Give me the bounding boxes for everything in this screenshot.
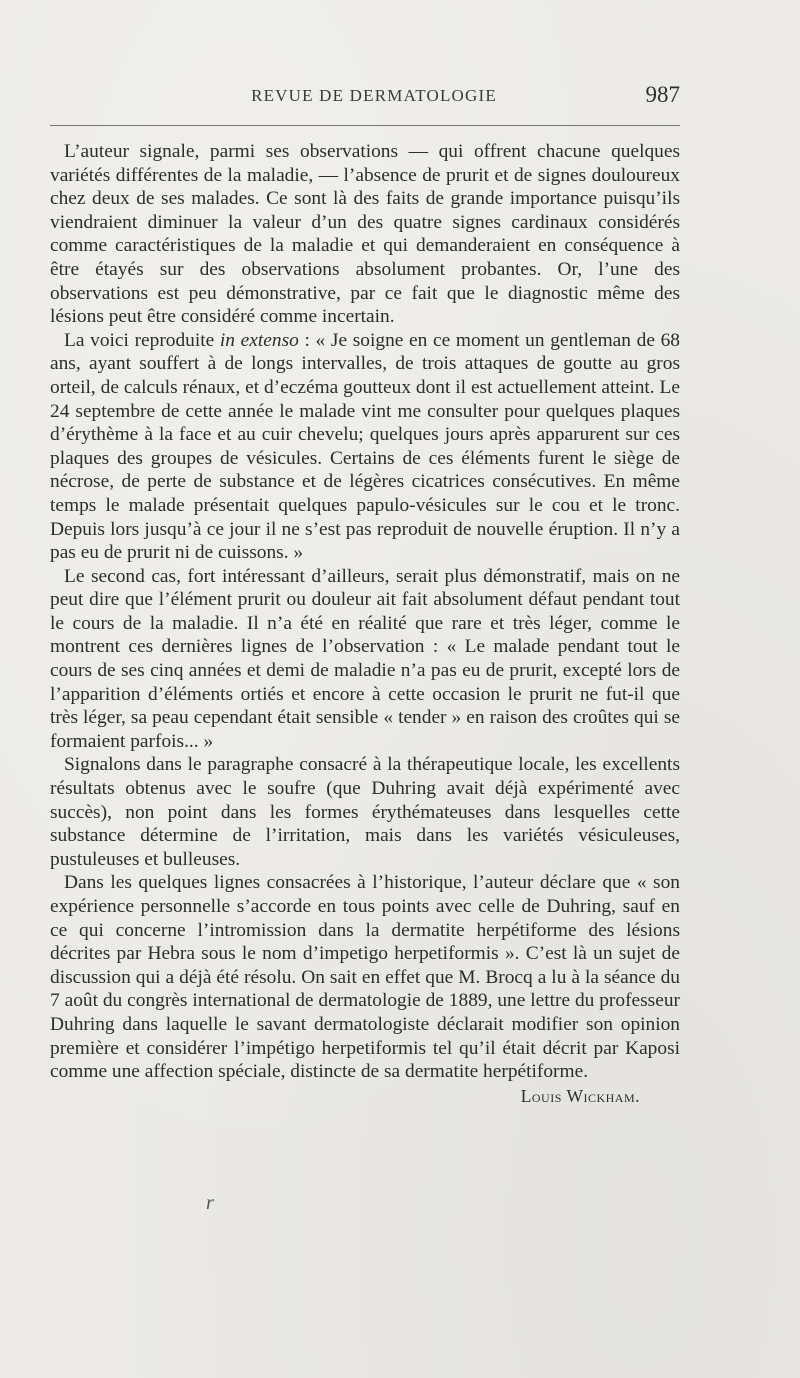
paragraph-2-rest: : « Je soigne en ce moment un gentleman de 68 ans, ayant souffert à de longs intervalles, de trois attaques de goutte au gros orteil, de calculs rénaux, et d’eczéma goutteux dont il est actuellement atteint. Le 24 septembre de cette année le malade vint me consulter pour quelques plaques d’érythème à la face et au cuir chevelu; quelques jours après apparurent sur ces plaques des groupes de vésicules. Certains de ces éléments furent le siège de nécrose, de perte de substance et de légères cicatrices consécutives. En même temps le malade présentait quelques papulo-vésicules sur le cou et le tronc. Depuis lors jusqu’à ce jour il ne s’est pas reproduit de nouvelle éruption. Il n’y a pas eu de prurit ni de cuissons. »: [50, 329, 680, 564]
stray-pen-mark: r: [206, 1192, 214, 1214]
page-number: 987: [645, 82, 680, 107]
paragraph-4: [50, 753, 680, 871]
paragraph-4-text: Signalons dans le paragraphe consacré à la thérapeutique locale, les excellents résultats obtenus avec le soufre (que Duhring avait déjà expérimenté avec succès), non point dans les formes érythémateuses dans lesquelles cette substance détermine de l’irritation, mais dans les variétés vésiculeuses, pustuleuses et bulleuses.: [50, 754, 680, 870]
paragraph-2-lead: La voici reproduite: [64, 329, 220, 351]
paragraph-3: [50, 565, 680, 754]
running-title: REVUE DE DERMATOLOGIE: [251, 86, 497, 105]
paragraph-2: [50, 329, 680, 565]
page-header: [50, 84, 680, 110]
paragraph-5-text: Dans les quelques lignes consacrées à l’historique, l’auteur déclare que « son expérience personnelle s’accorde en tous points avec celle de Duhring, sauf en ce qui concerne l’intromission dans la dermatite herpétiforme des lésions décrites par Hebra sous le nom d’impetigo herpetiformis ». C’est là un sujet de discussion qui a déjà été résolu. On sait en effet que M. Brocq a lu à la séance du 7 août du congrès international de dermatologie de 1889, une lettre du professeur Duhring dans laquelle le savant dermatologiste déclarait modifier son opinion première et considérer l’impétigo herpetiformis tel qu’il était décrit par Kaposi comme une affection spéciale, distincte de sa dermatite herpétiforme.: [50, 872, 680, 1083]
article-body: [50, 140, 680, 1108]
author-signature: Louis Wickham.: [520, 1085, 640, 1106]
header-rule: [50, 125, 680, 126]
paragraph-3-text: Le second cas, fort intéressant d’ailleurs, serait plus démonstratif, mais on ne peut dire que l’élément prurit ou douleur ait fait absolument défaut pendant tout le cours de la maladie. Il n’a été en réalité que rare et très léger, comme le montrent ces dernières lignes de l’observation : « Le malade pendant tout le cours de ses cinq années et demi de maladie n’a pas eu de prurit, excepté lors de l’apparition d’éléments ortiés et encore à cette occasion le prurit ne fut-il que très léger, sa peau cependant était sensible « tender » en raison des croûtes qui se formaient parfois... »: [50, 565, 680, 752]
paragraph-5: [50, 871, 680, 1083]
paragraph-1: [50, 140, 680, 329]
paragraph-2-italic: in extenso: [219, 329, 299, 351]
paragraph-1-text: L’auteur signale, parmi ses observations — qui offrent chacune quelques variétés différentes de la maladie, — l’absence de prurit et de signes douloureux chez deux de ses malades. Ce sont là des faits de grande importance puisqu’ils viendraient diminuer la valeur d’un des quatre signes cardinaux considérés comme caractéristiques de la maladie et qui demanderaient en conséquence à être étayés sur des observations absolument probantes. Or, l’une des observations est peu démonstrative, par ce fait que le diagnostic même des lésions peut être considéré comme incertain.: [50, 141, 680, 328]
